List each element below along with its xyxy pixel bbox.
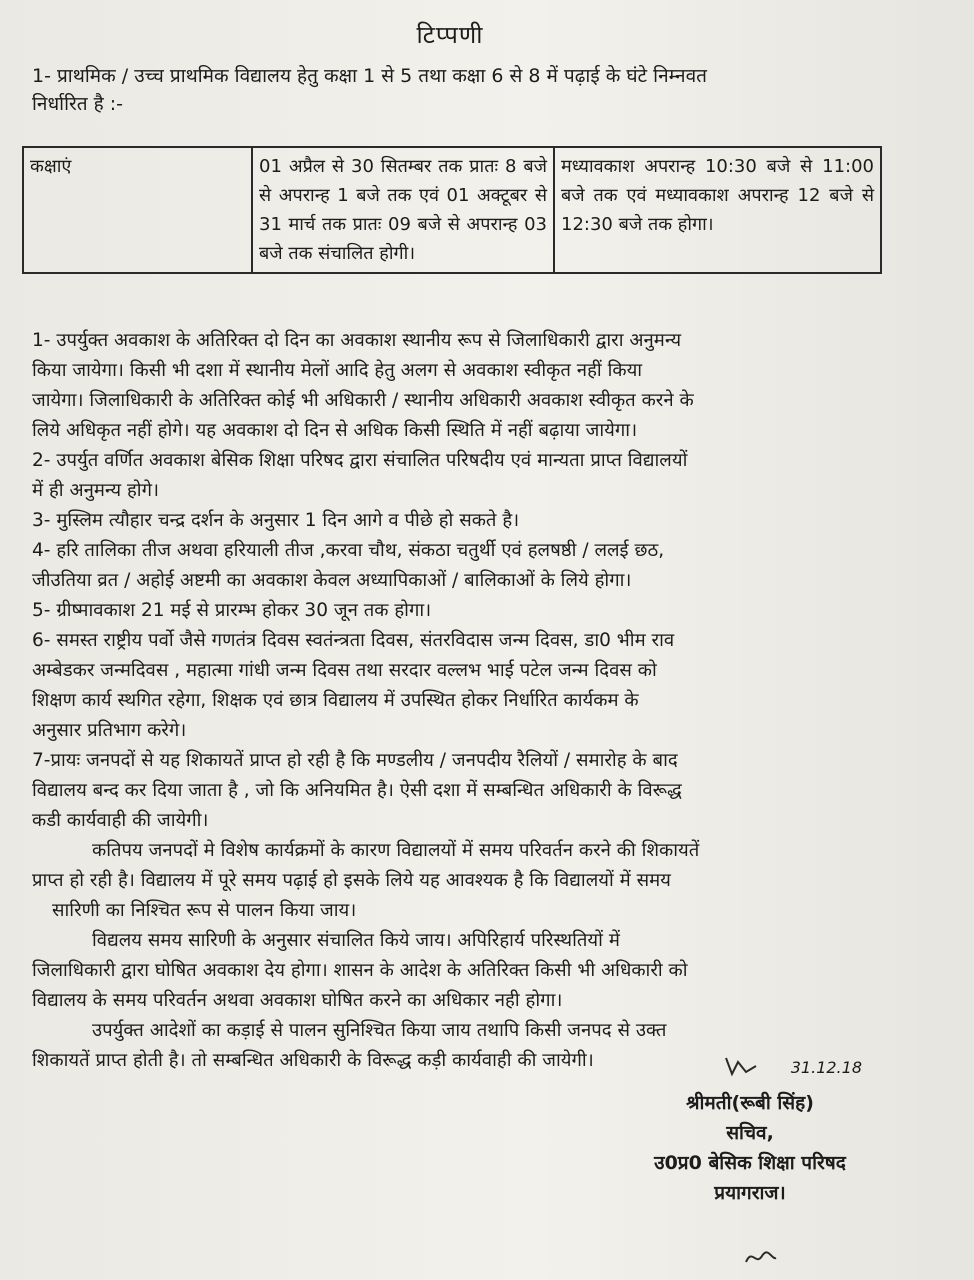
intro-line: 1- प्राथमिक / उच्च प्राथमिक विद्यालय हेतु कक्षा 1 से 5 तथा कक्षा 6 से 8 में पढ़ाई के घंटे निम्नवत	[32, 65, 707, 87]
note-line: अम्बेडकर जन्मदिवस , महात्मा गांधी जन्म दिवस तथा सरदार वल्लभ भाई पटेल जन्म दिवस को	[32, 660, 657, 681]
note-line: 3- मुस्लिम त्यौहार चन्द्र दर्शन के अनुसार 1 दिन आगे व पीछे हो सकते है।	[32, 510, 520, 531]
signatory-designation: सचिव,	[726, 1122, 774, 1144]
note-line: शिकायतें प्राप्त होती है। तो सम्बन्धित अधिकारी के विरूद्ध कड़ी कार्यवाही की जायेगी।	[32, 1050, 594, 1071]
table-cell-recess: मध्यावकाश अपरान्ह 10:30 बजे से 11:00 बजे तक एवं मध्यावकाश अपरान्ह 12 बजे से 12:30 बजे तक होगा।	[554, 147, 881, 273]
note-line: 1- उपर्युक्त अवकाश के अतिरिक्त दो दिन का अवकाश स्थानीय रूप से जिलाधिकारी द्वारा अनुमन्य	[32, 330, 682, 351]
note-line: विद्यालय बन्द कर दिया जाता है , जो कि अनियमित है। ऐसी दशा में सम्बन्धित अधिकारी के विरूद्ध	[32, 780, 682, 801]
note-line: अनुसार प्रतिभाग करेगे।	[32, 720, 187, 741]
table-row	[23, 147, 881, 273]
intro-line: निर्धारित है :-	[32, 93, 124, 115]
note-line: जायेगा। जिलाधिकारी के अतिरिक्त कोई भी अधिकारी / स्थानीय अधिकारी अवकाश स्वीकृत करने के	[32, 390, 694, 411]
note-line: 4- हरि तालिका तीज अथवा हरियाली तीज ,करवा चौथ, संकठा चतुर्थी एवं हलषष्ठी / ललई छठ,	[32, 540, 665, 561]
note-line: सारिणी का निश्चित रूप से पालन किया जाय।	[52, 900, 357, 921]
note-line: कडी कार्यवाही की जायेगी।	[32, 810, 209, 831]
signature-scribble-icon	[722, 1052, 762, 1082]
signatory-name: श्रीमती(रूबी सिंह)	[686, 1092, 814, 1114]
note-line: उपर्युक्त आदेशों का कड़ाई से पालन सुनिश्चित किया जाय तथापि किसी जनपद से उक्त	[92, 1020, 667, 1041]
signatory-place: प्रयागराज।	[714, 1182, 786, 1204]
initials-scribble-icon	[740, 1244, 780, 1270]
note-line: 2- उपर्युत वर्णित अवकाश बेसिक शिक्षा परिषद द्वारा संचालित परिषदीय एवं मान्यता प्राप्त विद्यालयों	[32, 450, 688, 471]
note-line: किया जायेगा। किसी भी दशा में स्थानीय मेलों आदि हेतु अलग से अवकाश स्वीकृत नहीं किया	[32, 360, 643, 381]
note-line: विद्यलय समय सारिणी के अनुसार संचालित किये जाय। अपिरिहार्य परिस्थतियों में	[92, 930, 620, 951]
notes-section	[32, 326, 892, 1076]
note-line: में ही अनुमन्य होगे।	[32, 480, 160, 501]
note-line: लिये अधिकृत नहीं होगे। यह अवकाश दो दिन से अधिक किसी स्थिति में नहीं बढ़ाया जायेगा।	[32, 420, 638, 441]
signature-date: 31.12.18	[790, 1058, 862, 1077]
signatory-organisation: उ0प्र0 बेसिक शिक्षा परिषद	[654, 1152, 846, 1174]
table-cell-timing: 01 अप्रैल से 30 सितम्बर तक प्रातः 8 बजे से अपरान्ह 1 बजे तक एवं 01 अक्टूबर से 31 मार्च तक प्रातः 09 बजे से अपरान्ह 03 बजे तक संचालित होगी।	[252, 147, 554, 273]
table-cell-label: कक्षाएं	[23, 147, 252, 273]
note-line: 6- समस्त राष्ट्रीय पर्वो जैसे गणतंत्र दिवस स्वतंन्त्रता दिवस, संतरविदास जन्म दिवस, डा0 भीम राव	[32, 630, 675, 651]
note-line: कतिपय जनपदों मे विशेष कार्यक्रमों के कारण विद्यालयों में समय परिवर्तन करने की शिकायतें	[92, 840, 700, 861]
timing-table	[22, 146, 882, 274]
note-line: 7-प्रायः जनपदों से यह शिकायतें प्राप्त हो रही है कि मण्डलीय / जनपदीय रैलियों / समारोह के बाद	[32, 750, 678, 771]
note-line: शिक्षण कार्य स्थगित रहेगा, शिक्षक एवं छात्र विद्यालय में उपस्थित होकर निर्धारित कार्यकम के	[32, 690, 639, 711]
note-line: जिलाधिकारी द्वारा घोषित अवकाश देय होगा। शासन के आदेश के अतिरिक्त किसी भी अधिकारी को	[32, 960, 688, 981]
note-line: जीउतिया व्रत / अहोई अष्टमी का अवकाश केवल अध्यापिकाओं / बालिकाओं के लिये होगा।	[32, 570, 632, 591]
document-title: टिप्पणी	[416, 21, 484, 49]
signature-block	[610, 1048, 890, 1208]
note-line: 5- ग्रीष्मावकाश 21 मई से प्रारम्भ होकर 30 जून तक होगा।	[32, 600, 432, 621]
note-line: विद्यालय के समय परिवर्तन अथवा अवकाश घोषित करने का अधिकार नही होगा।	[32, 990, 563, 1011]
note-line: प्राप्त हो रही है। विद्यालय में पूरे समय पढ़ाई हो इसके लिये यह आवश्यक है कि विद्यालयों में समय	[32, 870, 671, 891]
